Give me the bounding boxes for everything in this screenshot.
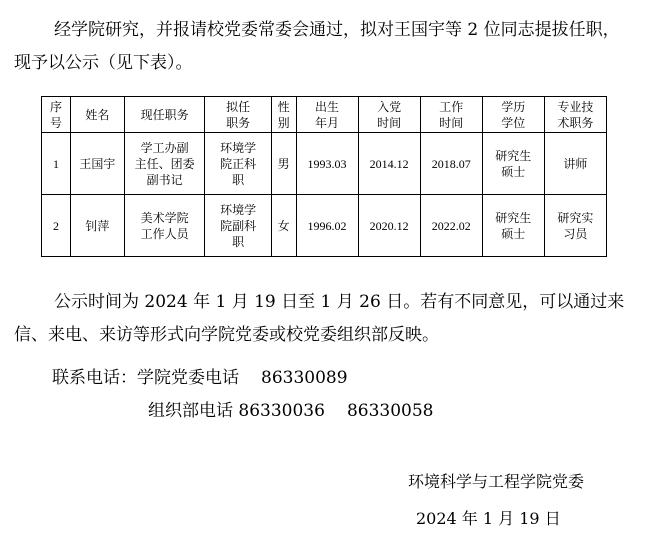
cell-gender: [271, 133, 296, 195]
cell-no-line: 1: [52, 156, 59, 171]
cell-no-line: 2: [52, 218, 59, 233]
contact-label: 联系电话：: [52, 368, 137, 388]
contact-line-org: [148, 397, 433, 425]
cell-birth: [296, 133, 358, 195]
column-header: [544, 97, 606, 133]
cell-current-line: 主任、团委: [134, 156, 195, 171]
cell-title: [544, 195, 606, 257]
column-header: [124, 97, 205, 133]
column-header-line: 拟任: [226, 99, 251, 114]
cell-party-line: 2014.12: [369, 156, 409, 171]
table-header-row: [42, 97, 607, 133]
cell-name: [70, 133, 124, 195]
cell-work: [420, 133, 482, 195]
column-header: [296, 97, 358, 133]
cell-current-line: 学工办副: [140, 140, 189, 155]
cell-degree-line: 研究生: [495, 210, 532, 225]
column-header-line: 姓名: [85, 107, 110, 122]
column-header-line: 性: [277, 99, 290, 114]
column-header-line: 术职务: [557, 115, 594, 130]
cell-degree: [482, 195, 544, 257]
column-header-line: 职务: [226, 115, 251, 130]
cell-birth: [296, 195, 358, 257]
column-header-line: 工作: [439, 99, 464, 114]
column-header: [358, 97, 420, 133]
cell-birth-line: 1993.03: [307, 156, 347, 171]
column-header: [271, 97, 296, 133]
cell-degree-line: 研究生: [495, 148, 532, 163]
cell-current-line: 工作人员: [140, 226, 189, 241]
column-header-line: 年月: [315, 115, 340, 130]
cell-no: [42, 195, 71, 257]
cell-work-line: 2022.02: [431, 218, 471, 233]
column-header: [70, 97, 124, 133]
intro-paragraph: 经学院研究，并报请校党委常委会通过，拟对王国宇等 2 位同志提拔任职，现予以公示（见下表）。: [14, 20, 620, 73]
cell-gender-line: 女: [277, 218, 290, 233]
cell-degree-line: 硕士: [501, 226, 526, 241]
college-phone-label: 学院党委电话: [137, 368, 239, 388]
column-header-line: 号: [49, 115, 62, 130]
cell-gender: [271, 195, 296, 257]
cell-title-line: 研究实: [557, 210, 594, 225]
org-phone-2: 86330058: [346, 401, 434, 421]
cell-party: [358, 133, 420, 195]
cell-name-line: 王国宇: [79, 156, 116, 171]
cell-current-line: 美术学院: [140, 210, 189, 225]
college-phone: 86330089: [261, 368, 348, 388]
cell-current: [124, 195, 205, 257]
signature-date: 2024 年 1 月 19 日: [416, 509, 561, 528]
signer: 环境科学与工程学院党委: [408, 472, 585, 491]
column-header-line: 学历: [501, 99, 526, 114]
cell-current: [124, 133, 205, 195]
table-row: [42, 133, 607, 195]
column-header-line: 出生: [315, 99, 340, 114]
column-header-line: 时间: [377, 115, 402, 130]
cell-proposed-line: 院副科: [220, 218, 257, 233]
column-header: [205, 97, 271, 133]
cell-work: [420, 195, 482, 257]
cell-proposed: [205, 195, 271, 257]
cell-proposed-line: 环境学: [220, 140, 257, 155]
cell-proposed-line: 职: [232, 172, 245, 187]
cell-proposed: [205, 133, 271, 195]
cell-proposed-line: 院正科: [220, 156, 257, 171]
cell-degree-line: 硕士: [501, 164, 526, 179]
cell-title-line: 习员: [563, 226, 588, 241]
cell-degree: [482, 133, 544, 195]
notice-paragraph: 公示时间为 2024 年 1 月 19 日至 1 月 26 日。若有不同意见，可以通过来信、来电、来访等形式向学院党委或校党委组织部反映。: [14, 292, 625, 345]
cell-proposed-line: 职: [232, 234, 245, 249]
cell-work-line: 2018.07: [431, 156, 471, 171]
column-header-line: 现任职务: [140, 107, 189, 122]
cell-name-line: 钊萍: [85, 218, 110, 233]
cell-gender-line: 男: [277, 156, 290, 171]
column-header-line: 别: [277, 115, 290, 130]
cell-title-line: 讲师: [563, 156, 588, 171]
column-header: [420, 97, 482, 133]
column-header: [482, 97, 544, 133]
org-phone-1: 86330036: [238, 401, 325, 421]
cell-name: [70, 195, 124, 257]
cell-party-line: 2020.12: [369, 218, 409, 233]
column-header: [42, 97, 71, 133]
cell-no: [42, 133, 71, 195]
cell-current-line: 副书记: [146, 172, 183, 187]
cell-party: [358, 195, 420, 257]
appointee-table: [41, 96, 607, 257]
contact-line-college: [52, 364, 348, 392]
org-phone-label: 组织部电话: [148, 401, 233, 421]
table-row: [42, 195, 607, 257]
cell-birth-line: 1996.02: [307, 218, 347, 233]
column-header-line: 序: [49, 99, 62, 114]
column-header-line: 学位: [501, 115, 526, 130]
column-header-line: 入党: [377, 99, 402, 114]
cell-proposed-line: 环境学: [220, 202, 257, 217]
cell-title: [544, 133, 606, 195]
column-header-line: 时间: [439, 115, 464, 130]
column-header-line: 专业技: [557, 99, 594, 114]
